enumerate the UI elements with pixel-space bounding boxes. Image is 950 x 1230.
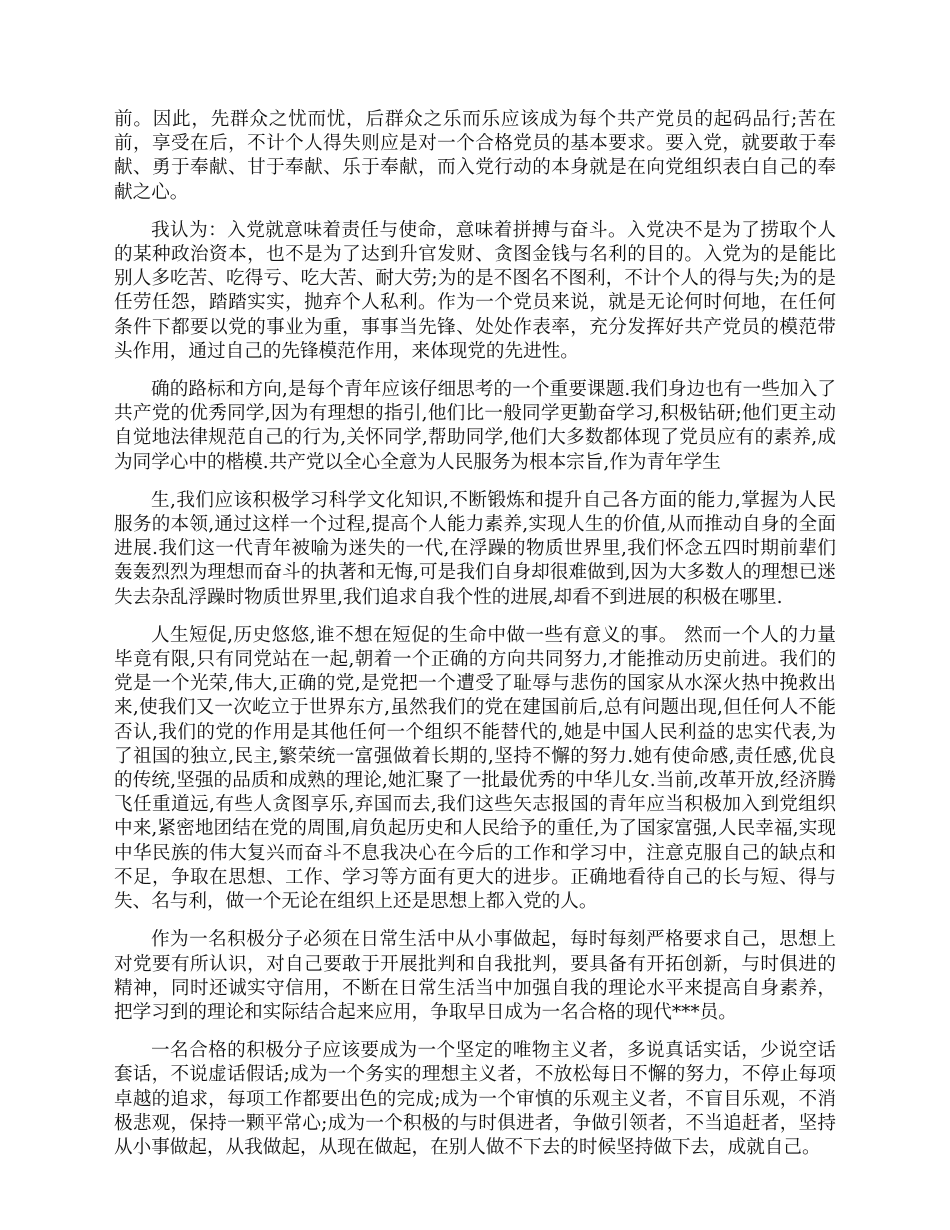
paragraph: 我认为：入党就意味着责任与使命，意味着拼搏与奋斗。入党决不是为了捞取个人的某种政治资本，也不是为了达到升官发财、贪图金钱与名利的目的。入党为的是能比别人多吃苦、吃得亏、吃大苦、耐大劳;为的是不图名不图利，不计个人的得与失;为的是任劳任怨，踏踏实实，抛弃个人私利。作为一个党员来说，就是无论何时何地，在任何条件下都要以党的事业为重，事事当先锋、处处作表率，充分发挥好共产党员的模范带头作用，通过自己的先锋模范作用，来体现党的先进性。 [114, 219, 836, 362]
paragraph: 人生短促,历史悠悠,谁不想在短促的生命中做一些有意义的事。 然而一个人的力量毕竟有限,只有同党站在一起,朝着一个正确的方向共同努力,才能推动历史前进。我们的党是一个光荣,伟大,正确的党,是党把一个遭受了耻辱与悲伤的国家从水深火热中挽救出来,使我们又一次屹立于世界东方,虽然我们的党在建国前后,总有问题出现,但任何人不能否认,我们的党的作用是其他任何一个组织不能替代的,她是中国人民利益的忠实代表,为了祖国的独立,民主,繁荣统一富强做着长期的,坚持不懈的努力.她有使命感,责任感,优良的传统,坚强的品质和成熟的理论,她汇聚了一批最优秀的中华儿女.当前,改革开放,经济腾飞任重道远,有些人贪图享乐,弃国而去,我们这些矢志报国的青年应当积极加入到党组织中来,紧密地团结在党的周围,肩负起历史和人民给予的重任,为了国家富强,人民幸福,实现中华民族的伟大复兴而奋斗不息我决心在今后的工作和学习中，注意克服自己的缺点和不足，争取在思想、工作、学习等方面有更大的进步。正确地看待自己的长与短、得与失、名与利，做一个无论在组织上还是思想上都入党的人。 [114, 624, 836, 913]
document-body [114, 108, 836, 1174]
paragraph: 一名合格的积极分子应该要成为一个坚定的唯物主义者，多说真话实话，少说空话套话，不说虚话假话;成为一个务实的理想主义者，不放松每日不懈的努力，不停止每项卓越的追求，每项工作都要出色的完成;成为一个审慎的乐观主义者，不盲目乐观，不消极悲观，保持一颗平常心;成为一个积极的与时俱进者，争做引领者，不当追赶者，坚持从小事做起，从我做起，从现在做起，在别人做不下去的时候坚持做下去，成就自己。 [114, 1040, 836, 1158]
paragraph: 作为一名积极分子必须在日常生活中从小事做起，每时每刻严格要求自己，思想上对党要有所认识，对自己要敢于开展批判和自我批判，要具备有开拓创新，与时俱进的精神，同时还诚实守信用，不断在日常生活当中加强自我的理论水平来提高自身素养，把学习到的理论和实际结合起来应用，争取早日成为一名合格的现代***员。 [114, 929, 836, 1023]
paragraph: 生,我们应该积极学习科学文化知识,不断锻炼和提升自己各方面的能力,掌握为人民服务的本领,通过这样一个过程,提高个人能力素养,实现人生的价值,从而推动自身的全面进展.我们这一代青年被喻为迷失的一代,在浮躁的物质世界里,我们怀念五四时期前辈们轰轰烈烈为理想而奋斗的执著和无悔,可是我们自身却很难做到,因为大多数人的理想已迷失去杂乱浮躁时物质世界里,我们追求自我个性的进展,却看不到进展的积极在哪里. [114, 489, 836, 608]
paragraph: 确的路标和方向,是每个青年应该仔细思考的一个重要课题.我们身边也有一些加入了共产党的优秀同学,因为有理想的指引,他们比一般同学更勤奋学习,积极钻研;他们更主动自觉地法律规范自己的行为,关怀同学,帮助同学,他们大多数都体现了党员应有的素养,成为同学心中的楷模.共产党以全心全意为人民服务为根本宗旨,作为青年学生 [114, 379, 836, 473]
paragraph-continuation: 前。因此，先群众之忧而忧，后群众之乐而乐应该成为每个共产党员的起码品行;苦在前，享受在后，不计个人得失则应是对一个合格党员的基本要求。要入党，就要敢于奉献、勇于奉献、甘于奉献、乐于奉献，而入党行动的本身就是在向党组织表白自己的奉献之心。 [114, 109, 836, 203]
